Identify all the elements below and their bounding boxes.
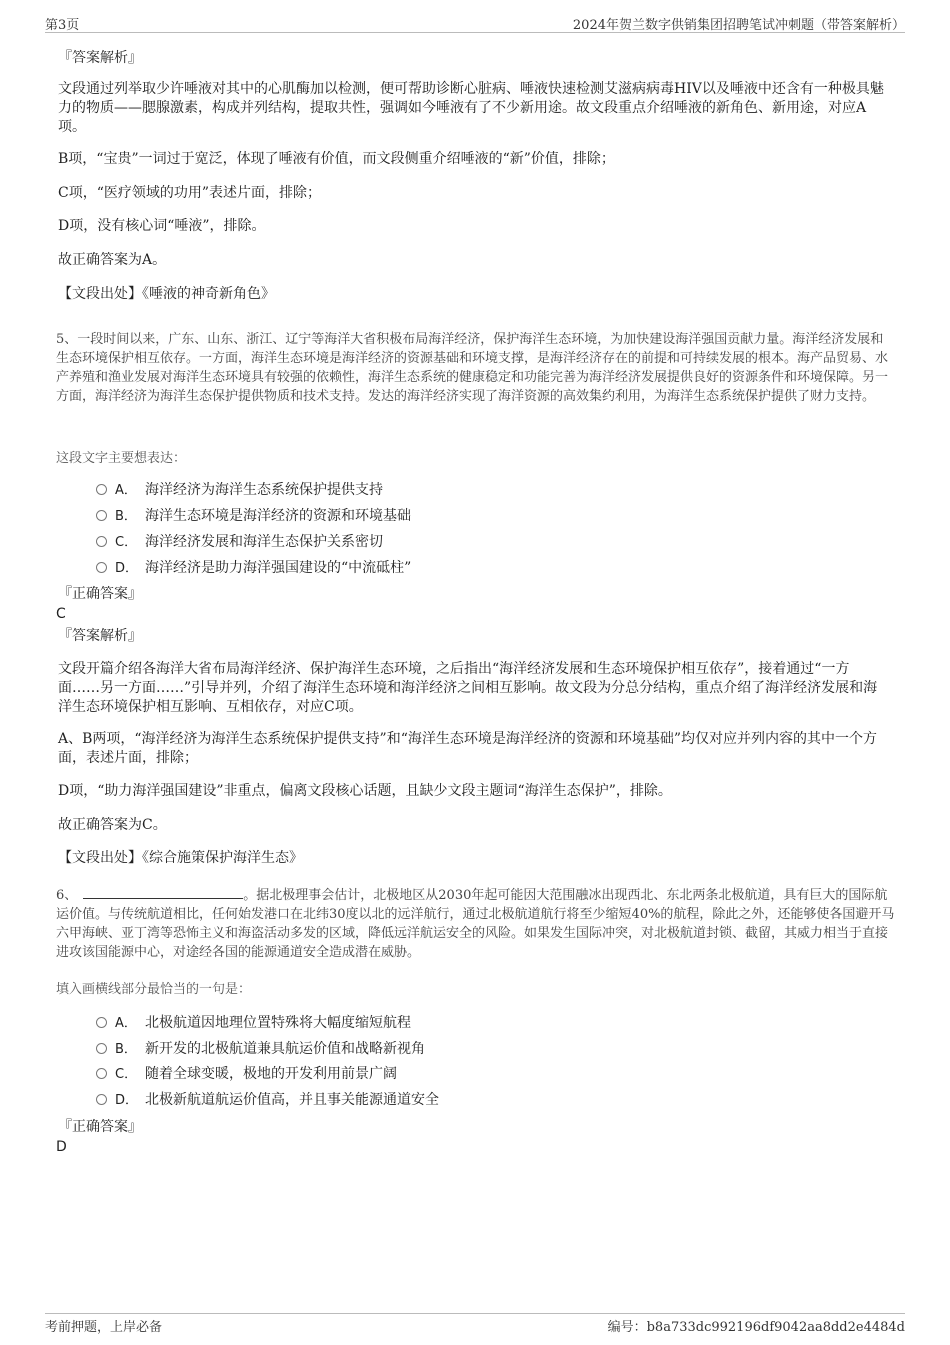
radio-icon[interactable] xyxy=(96,536,107,547)
page-number: 第3页 xyxy=(45,18,80,33)
q6-number: 6、 xyxy=(56,888,78,903)
document-title: 2024年贺兰数字供销集团招聘笔试冲刺题（带答案解析） xyxy=(572,18,905,33)
q5-option-a[interactable]: A． 海洋经济为海洋生态系统保护提供支持 xyxy=(96,480,383,501)
q4-source: 【文段出处】《唾液的神奇新角色》 xyxy=(58,286,275,302)
radio-icon[interactable] xyxy=(96,1043,107,1054)
footer-slogan: 考前押题，上岸必备 xyxy=(45,1320,163,1335)
document-id: 编号：b8a733dc992196df9042aa8dd2e4484d xyxy=(607,1320,905,1335)
q5-explain-p3: D项，“助力海洋强国建设”非重点，偏离文段核心话题，且缺少文段主题词“海洋生态保护”，排除。 xyxy=(58,783,672,799)
radio-icon[interactable] xyxy=(96,1068,107,1079)
q6-question-text: 6、 。据北极理事会估计，北极地区从2030年起可能因大范围融冰出现西北、东北两条北极航道，具有巨大的国际航运价值。与传统航道相比，任何始发港口在北纬30度以北的远洋航行，通过北极航道航行将至少缩短40%的航程，除此之外，还能够使各国避开马六甲海峡、亚丁湾等恐怖主义和海盗活动多发的区域，降低远洋航运安全的风险。如果发生国际冲突，对北极航道封锁、截留，其威力相当于直接进攻该国能源中心，对途经各国的能源通道安全造成潜在威胁。 xyxy=(56,884,896,962)
q6-option-b[interactable]: B． 新开发的北极航道兼具航运价值和战略新视角 xyxy=(96,1039,425,1060)
radio-icon[interactable] xyxy=(96,1094,107,1105)
q5-option-b[interactable]: B． 海洋生态环境是海洋经济的资源和环境基础 xyxy=(96,506,411,527)
q5-answer-statement: 故正确答案为C。 xyxy=(58,817,167,833)
q6-blank xyxy=(83,884,243,899)
q5-explain-p2: A、B两项，“海洋经济为海洋生态系统保护提供支持”和“海洋生态环境是海洋经济的资源和环境基础”均仅对应并列内容的其中一个方面，表述片面，排除； xyxy=(58,731,878,766)
q5-explain-p1: 文段开篇介绍各海洋大省布局海洋经济、保护海洋生态环境，之后指出“海洋经济发展和生态环境保护相互依存”，接着通过“一方面……另一方面……”引导并列，介绍了海洋生态环境和海洋经济之间相互影响。故文段为分总分结构，重点介绍了海洋经济发展和海洋生态环境保护相互影响、互相依存，对应C项。 xyxy=(58,661,878,715)
q6-prompt: 填入画横线部分最恰当的一句是： xyxy=(56,982,252,997)
q5-explain-label: 『答案解析』 xyxy=(58,628,142,644)
q5-answer: C xyxy=(56,606,66,622)
radio-icon[interactable] xyxy=(96,484,107,495)
page-footer xyxy=(45,1313,905,1336)
q6-answer-label: 『正确答案』 xyxy=(58,1119,142,1135)
radio-icon[interactable] xyxy=(96,1017,107,1028)
q4-explain-p2: B项，“宝贵”一词过于宽泛，体现了唾液有价值，而文段侧重介绍唾液的“新”价值，排除； xyxy=(58,151,615,167)
q4-explain-label: 『答案解析』 xyxy=(58,50,142,66)
q6-option-d[interactable]: D． 北极新航道航运价值高，并且事关能源通道安全 xyxy=(96,1090,439,1111)
q6-answer: D xyxy=(56,1139,67,1155)
q5-option-c[interactable]: C． 海洋经济发展和海洋生态保护关系密切 xyxy=(96,532,383,553)
q6-option-c[interactable]: C． 随着全球变暖，极地的开发利用前景广阔 xyxy=(96,1064,397,1085)
q5-prompt: 这段文字主要想表达： xyxy=(56,451,187,466)
q4-explain-p3: C项，“医疗领域的功用”表述片面，排除； xyxy=(58,185,322,201)
q5-answer-label: 『正确答案』 xyxy=(58,586,142,602)
q5-question-text: 5、一段时间以来，广东、山东、浙江、辽宁等海洋大省积极布局海洋经济，保护海洋生态环境，为加快建设海洋强国贡献力量。海洋经济发展和生态环境保护相互依存。一方面，海洋生态环境是海洋经济的资源基础和环境支撑，是海洋经济存在的前提和可持续发展的根本。海产品贸易、水产养殖和渔业发展对海洋生态环境具有较强的依赖性，海洋生态系统的健康稳定和功能完善为海洋经济发展提供良好的资源条件和环境保障。另一方面，海洋经济为海洋生态保护提供物质和技术支持。发达的海洋经济实现了海洋资源的高效集约利用，为海洋生态系统保护提供了财力支持。 xyxy=(56,332,889,404)
q4-explain-p4: D项，没有核心词“唾液”，排除。 xyxy=(58,218,266,234)
q5-option-d[interactable]: D． 海洋经济是助力海洋强国建设的“中流砥柱” xyxy=(96,558,411,579)
q6-option-a[interactable]: A． 北极航道因地理位置特殊将大幅度缩短航程 xyxy=(96,1013,411,1034)
q5-source: 【文段出处】《综合施策保护海洋生态》 xyxy=(58,850,303,866)
q4-answer-statement: 故正确答案为A。 xyxy=(58,252,167,268)
radio-icon[interactable] xyxy=(96,510,107,521)
q4-explain-p1: 文段通过列举取少许唾液对其中的心肌酶加以检测，便可帮助诊断心脏病、唾液快速检测艾滋病病毒HIV以及唾液中还含有一种极具魅力的物质——腮腺激素，构成并列结构，提取共性，强调如今唾液有了不少新用途。故文段重点介绍唾液的新角色、新用途，对应A项。 xyxy=(58,81,884,135)
page-header xyxy=(45,14,905,33)
radio-icon[interactable] xyxy=(96,562,107,573)
